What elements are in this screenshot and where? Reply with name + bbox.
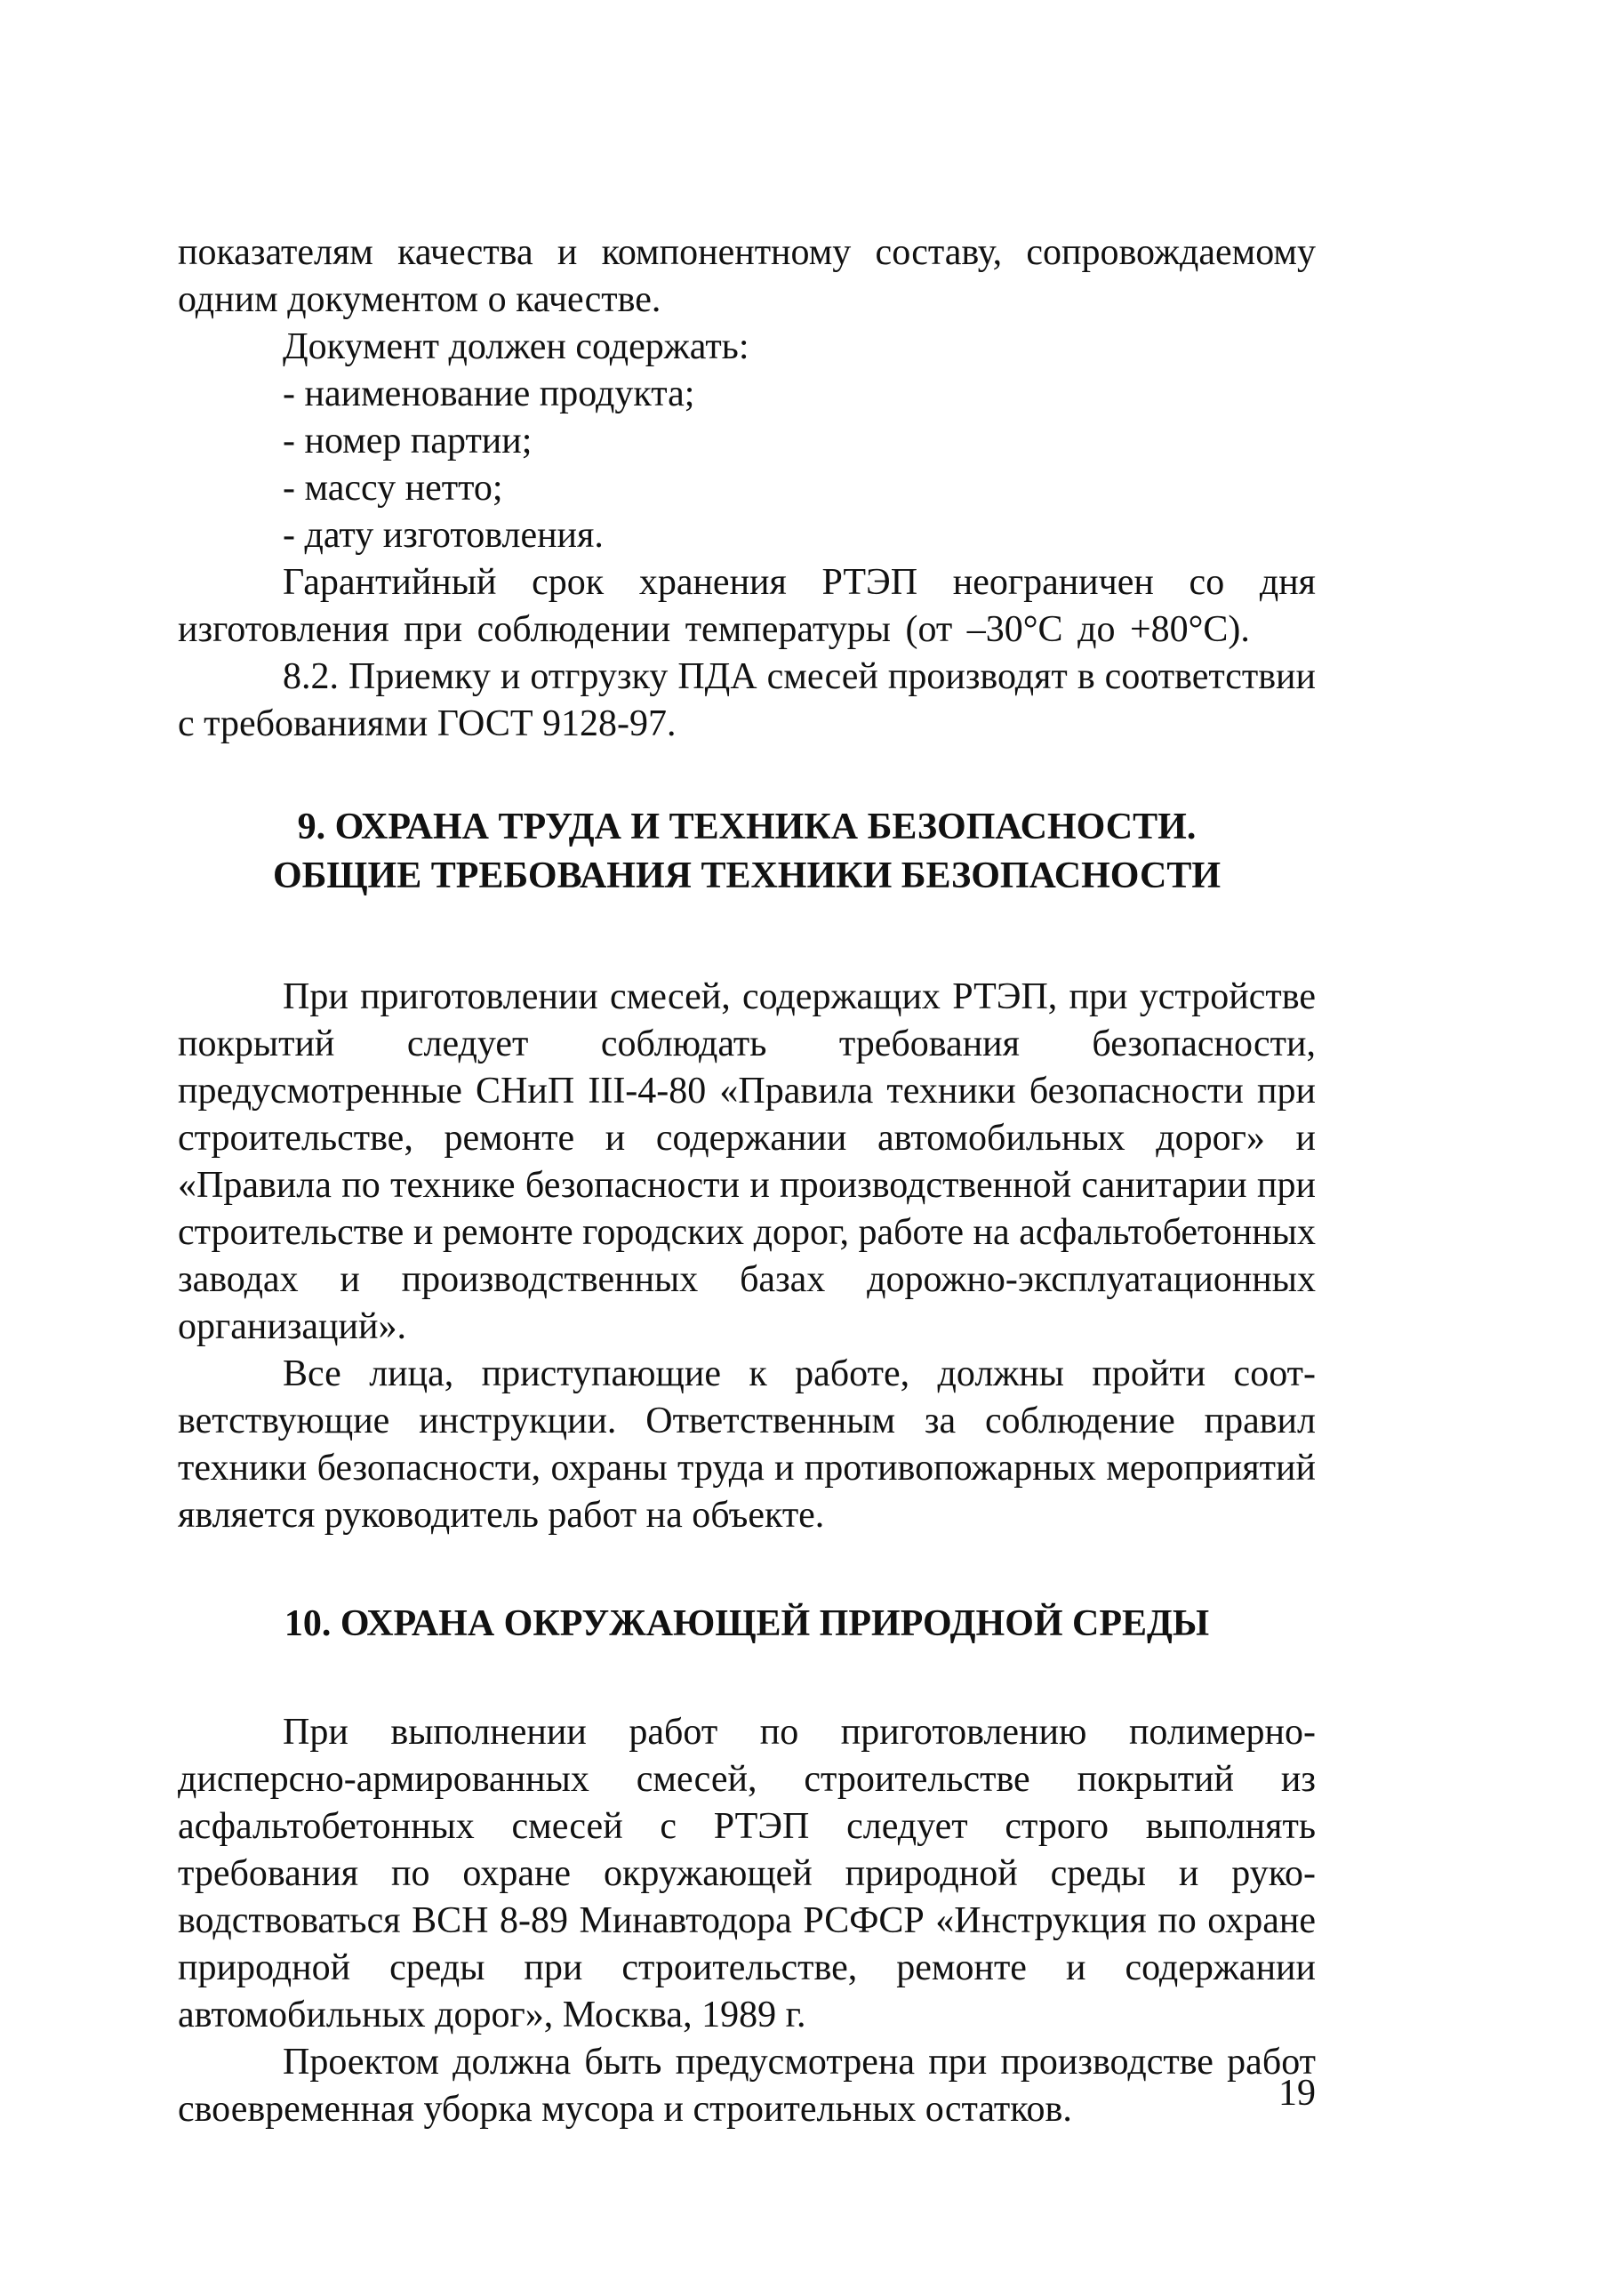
list-item: - дату изготовления. (283, 515, 604, 556)
warranty-paragraph: Гарантийный срок хранения РТЭП неограничен со дня изготовления при соблюдении температуры (от –30°С до +80°С). (178, 562, 1316, 650)
intro-continuation: показателям качества и компонентному составу, сопровождаемому одним документом о качестве. (178, 232, 1316, 320)
page-body (178, 229, 1316, 2133)
list-item: - номер партии; (283, 421, 533, 462)
list-item: - массу нетто; (283, 468, 503, 509)
section-9-heading (178, 803, 1316, 901)
section-9-title-line-2: ОБЩИЕ ТРЕБОВАНИЯ ТЕХНИКИ БЕЗОПАСНОСТИ (273, 855, 1221, 896)
section-10-paragraph-1: При выполнении работ по приготовлению полимерно-дисперсно-армированных смесей, строительстве покрытий из асфальтобетонных смесей с РТЭП следует строго выполнять требования по охране окружающей природной среды и руководствоваться ВСН 8-89 Минавтодора РСФСР «Инструкция по охране природной среды при строительстве, ремонте и содержании автомобильных дорог», Москва, 1989 г. (178, 1712, 1316, 2035)
clause-8-2: 8.2. Приемку и отгрузку ПДА смесей производят в соответствии с требованиями ГОСТ 9128-97. (178, 656, 1316, 744)
page-number: 19 (1278, 2073, 1316, 2114)
section-10-title: 10. ОХРАНА ОКРУЖАЮЩЕЙ ПРИРОДНОЙ СРЕДЫ (284, 1603, 1210, 1644)
list-item: - наименование продукта; (283, 373, 695, 414)
doc-requirements-lead: Документ должен содержать: (283, 326, 749, 367)
section-9-title-line-1: 9. ОХРАНА ТРУДА И ТЕХНИКА БЕЗОПАСНОСТИ. (297, 807, 1197, 847)
section-10-paragraph-2: Проектом должна быть предусмотрена при производстве работ своевременная уборка мусора и строительных остатков. (178, 2042, 1316, 2130)
doc-requirements-list (178, 371, 1316, 559)
section-9-paragraph-2: Все лица, приступающие к работе, должны пройти соответствующие инструкции. Ответственным за соблюдение правил техники безопасности, охраны труда и противопожарных мероприятий является руководитель работ на объекте. (178, 1353, 1316, 1536)
section-9-paragraph-1: При приготовлении смесей, содержащих РТЭП, при устройстве покрытий следует соблюдать требования безопасности, предусмотренные СНиП III-4-80 «Правила техники безопасности при строительстве, ремонте и содержании автомобильных дорог» и «Правила по технике безопасности и производственной санитарии при строительстве и ремонте городских дорог, работе на асфальтобетонных заводах и производственных базах дорожно-эксплуатационных организаций». (178, 976, 1316, 1347)
